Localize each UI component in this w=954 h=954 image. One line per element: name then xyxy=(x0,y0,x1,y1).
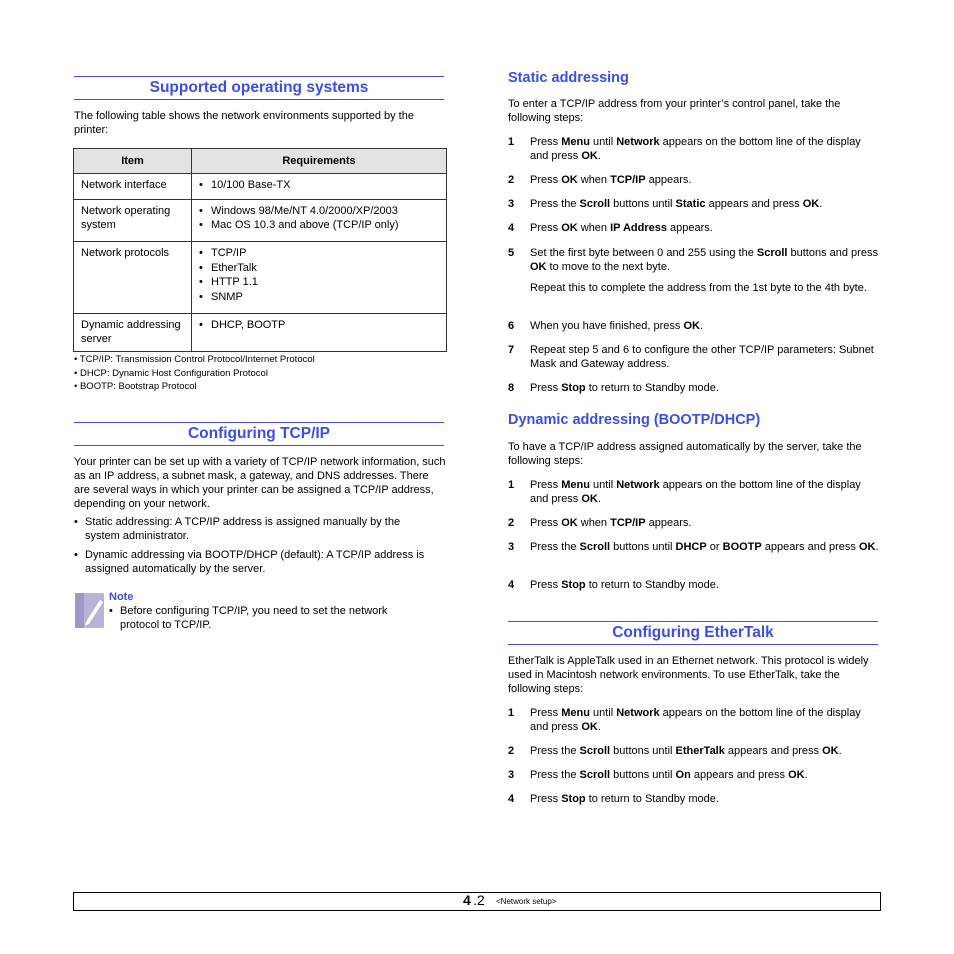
table-header-item: Item xyxy=(74,149,192,174)
key-term: Menu xyxy=(561,136,590,148)
key-term: OK xyxy=(802,198,820,210)
step-number: 3 xyxy=(508,769,515,781)
note-text: Before configuring TCP/IP, you need to set the network protocol to TCP/IP. xyxy=(120,605,388,631)
note-icon xyxy=(74,592,105,629)
configuring-tcpip-heading: Configuring TCP/IP xyxy=(74,422,444,446)
key-term: Scroll xyxy=(579,541,611,553)
step-number: 3 xyxy=(508,198,515,210)
key-term: Scroll xyxy=(579,745,611,757)
footnote: • TCP/IP: Transmission Control Protocol/Internet Protocol xyxy=(74,354,315,365)
key-term: OK xyxy=(822,745,839,757)
key-term: On xyxy=(675,769,691,781)
step-number: 1 xyxy=(508,479,515,491)
configuring-ethertalk-heading: Configuring EtherTalk xyxy=(508,621,878,645)
bullet-dot: • xyxy=(109,605,113,617)
key-term: OK xyxy=(561,517,578,529)
requirement: • SNMP xyxy=(199,290,439,305)
key-term: Network xyxy=(616,136,660,148)
bullet-dot: • xyxy=(74,516,78,528)
static-addressing-heading: Static addressing xyxy=(508,70,629,86)
step-text: Press OK when TCP/IP appears. xyxy=(530,517,692,529)
step-text: Press the Scroll buttons until DHCP or BOOTP appears and press OK. xyxy=(530,541,879,553)
key-term: OK xyxy=(581,150,598,162)
step-number: 7 xyxy=(508,344,515,356)
step-number: 1 xyxy=(508,136,515,148)
step-text: Press the Scroll buttons until EtherTalk appears and press OK. xyxy=(530,745,842,757)
key-term: Menu xyxy=(561,707,590,719)
bullet-text: Dynamic addressing via BOOTP/DHCP (default): A TCP/IP address is assigned automatically by the server. xyxy=(85,549,425,575)
key-term: Menu xyxy=(561,479,590,491)
step-text: Repeat step 5 and 6 to configure the other TCP/IP parameters: Subnet Mask and Gateway address. xyxy=(530,344,874,370)
key-term: Scroll xyxy=(579,198,611,210)
step-text: Press Menu until Network appears on the bottom line of the display and press OK. xyxy=(530,136,861,162)
requirement: • TCP/IP xyxy=(199,246,439,261)
table-header-requirements: Requirements xyxy=(192,149,447,174)
dynamic-addressing-heading: Dynamic addressing (BOOTP/DHCP) xyxy=(508,412,761,428)
key-term: Static xyxy=(675,198,706,210)
key-term: OK xyxy=(788,769,805,781)
ethertalk-intro: EtherTalk is AppleTalk used in an Ethernet network. This protocol is widely used in Macintosh network environments. To use EtherTalk, take the following steps: xyxy=(508,655,869,695)
page-number-major: 4 xyxy=(463,892,471,908)
key-term: OK xyxy=(561,222,578,234)
step-number: 3 xyxy=(508,541,515,553)
page-number-minor: .2 xyxy=(473,892,485,908)
footer-section-label: <Network setup> xyxy=(496,897,557,906)
row-item: Network protocols xyxy=(81,247,170,259)
note-label: Note xyxy=(109,591,134,603)
bullet-dot: • xyxy=(74,549,78,561)
key-term: OK xyxy=(581,493,598,505)
table-row xyxy=(74,174,447,200)
step-number: 6 xyxy=(508,320,515,332)
requirement: • HTTP 1.1 xyxy=(199,275,439,290)
step-text: When you have finished, press OK. xyxy=(530,320,704,332)
footnote: • BOOTP: Bootstrap Protocol xyxy=(74,381,197,392)
step-text: Press Stop to return to Standby mode. xyxy=(530,579,719,591)
requirements-table xyxy=(73,148,447,352)
step-text: Press Stop to return to Standby mode. xyxy=(530,382,719,394)
step-number: 2 xyxy=(508,517,515,529)
row-item: Dynamic addressing server xyxy=(81,319,181,345)
requirement: • DHCP, BOOTP xyxy=(199,318,439,332)
key-term: OK xyxy=(530,261,547,273)
requirement: • Mac OS 10.3 and above (TCP/IP only) xyxy=(199,218,439,232)
step-text: Press OK when TCP/IP appears. xyxy=(530,174,692,186)
step-number: 4 xyxy=(508,793,515,805)
step-number: 4 xyxy=(508,222,515,234)
key-term: TCP/IP xyxy=(610,517,646,529)
key-term: Network xyxy=(616,707,660,719)
step-text: Repeat this to complete the address from the 1st byte to the 4th byte. xyxy=(530,282,867,294)
tcpip-intro: Your printer can be set up with a variety of TCP/IP network information, such as an IP address, a subnet mask, a gateway, and DNS addresses. There are several ways in which your printer can be assigned a TCP/IP address, depending on your network. xyxy=(74,456,446,510)
step-number: 5 xyxy=(508,247,515,259)
requirement: • EtherTalk xyxy=(199,261,439,276)
key-term: BOOTP xyxy=(722,541,762,553)
step-text: Press Menu until Network appears on the bottom line of the display and press OK. xyxy=(530,707,861,733)
step-text: Set the first byte between 0 and 255 using the Scroll buttons and press OK to move to the next byte. xyxy=(530,247,878,273)
step-number: 2 xyxy=(508,745,515,757)
table-row xyxy=(74,314,447,352)
bullet-text: Static addressing: A TCP/IP address is assigned manually by the system administrator. xyxy=(85,516,401,542)
step-text: Press Stop to return to Standby mode. xyxy=(530,793,719,805)
step-text: Press Menu until Network appears on the bottom line of the display and press OK. xyxy=(530,479,861,505)
key-term: OK xyxy=(858,541,876,553)
key-term: IP Address xyxy=(610,222,667,234)
step-number: 4 xyxy=(508,579,515,591)
step-number: 1 xyxy=(508,707,515,719)
key-term: Stop xyxy=(561,382,586,394)
row-item: Network operating system xyxy=(81,205,171,231)
key-term: Stop xyxy=(561,579,586,591)
requirement: • Windows 98/Me/NT 4.0/2000/XP/2003 xyxy=(199,204,439,218)
supported-os-heading: Supported operating systems xyxy=(74,76,444,100)
key-term: DHCP xyxy=(675,541,707,553)
footnote: • DHCP: Dynamic Host Configuration Protocol xyxy=(74,368,268,379)
page-footer xyxy=(73,892,881,911)
dynamic-intro: To have a TCP/IP address assigned automatically by the server, take the following steps: xyxy=(508,441,862,467)
key-term: Network xyxy=(616,479,660,491)
table-row xyxy=(74,200,447,242)
key-term: Scroll xyxy=(579,769,611,781)
step-text: Press the Scroll buttons until On appears and press OK. xyxy=(530,769,808,781)
key-term: OK xyxy=(581,721,598,733)
key-term: Stop xyxy=(561,793,586,805)
key-term: OK xyxy=(683,320,700,332)
key-term: Scroll xyxy=(756,247,788,259)
table-row xyxy=(74,242,447,314)
supported-os-intro: The following table shows the network environments supported by the printer: xyxy=(74,110,414,136)
step-text: Press OK when IP Address appears. xyxy=(530,222,713,234)
requirement: • 10/100 Base-TX xyxy=(199,178,439,192)
key-term: TCP/IP xyxy=(610,174,646,186)
static-intro: To enter a TCP/IP address from your printer’s control panel, take the following steps: xyxy=(508,98,841,124)
step-number: 8 xyxy=(508,382,515,394)
row-item: Network interface xyxy=(81,179,167,191)
key-term: EtherTalk xyxy=(675,745,725,757)
step-number: 2 xyxy=(508,174,515,186)
step-text: Press the Scroll buttons until Static appears and press OK. xyxy=(530,198,823,210)
key-term: OK xyxy=(561,174,578,186)
